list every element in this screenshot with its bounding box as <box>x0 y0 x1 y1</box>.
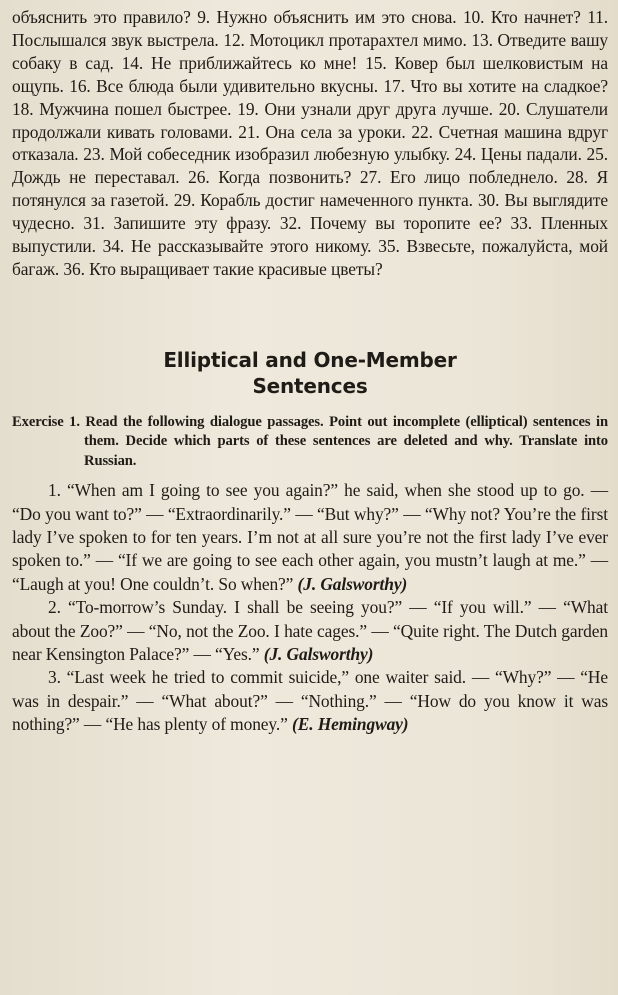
passage-author: (J. Galsworthy) <box>297 573 408 594</box>
passage-text: 1. “When am I going to see you again?” he said, when she stood up to go. — “Do you want to?” — “Extraordinarily.” — “But why?” — “Why not? You’re the first lady I’ve spoken to for ten years. I’m not at all sure you’re not the first lady I’ve ever spoken to.” — “If we are going to see each other again, you mustn’t laugh at me.” — “Laugh at you! One couldn’t. So when?” <box>12 480 608 594</box>
passage-author: (J. Galsworthy) <box>263 643 374 664</box>
dialogue-passage-2 <box>12 596 608 666</box>
dialogue-passage-1 <box>12 479 608 596</box>
russian-sentences-paragraph: объяснить это правило? 9. Нужно объяснить им это снова. 10. Кто начнет? 11. Послышался звук выстрела. 12. Мотоцикл протарахтел мимо. 13. Отведите вашу собаку в сад. 14. Не приближайтесь ко мне! 15. Ковер был шелковистым на ощупь. 16. Все блюда были удивительно вкусны. 17. Что вы хотите на сладкое? 18. Мужчина пошел быстрее. 19. Они узнали друг друга лучше. 20. Слушатели продолжали кивать головами. 21. Она села за уроки. 22. Счетная машина вдруг отказала. 23. Мой собеседник изобразил любезную улыбку. 24. Цены падали. 25. Дождь не переставал. 26. Когда позвонить? 27. Его лицо побледнело. 28. Я потянулся за газетой. 29. Корабль достиг намеченного пункта. 30. Вы выглядите чудесно. 31. Запишите эту фразу. 32. Почему вы торопите ее? 33. Пленных выпустили. 34. Не рассказывайте этого никому. 35. Взвесьте, пожалуйста, мой багаж. 36. Кто выращивает такие красивые цветы? <box>12 7 608 279</box>
passage-text: 3. “Last week he tried to commit suicide,” one waiter said. — “Why?” — “He was in despair.” — “What about?” — “Nothing.” — “How do you know it was nothing?” — “He has plenty of money.” <box>12 667 608 735</box>
passage-text: 2. “To-morrow’s Sunday. I shall be seeing you?” — “If you will.” — “What about the Zoo?” — “No, not the Zoo. I hate cages.” — “Quite right. The Dutch garden near Kensington Palace?” — “Yes.” <box>12 597 608 664</box>
section-title-line-2: Sentences <box>252 373 368 398</box>
section-heading <box>12 347 608 399</box>
exercise-instruction: Exercise 1. Read the following dialogue passages. Point out incomplete (elliptical) sentences in them. Decide which parts of these sentences are deleted and why. Translate into Russian. <box>12 413 608 469</box>
passage-author: (E. Hemingway) <box>292 714 409 735</box>
section-title-line-1: Elliptical and One-Member <box>163 347 457 372</box>
dialogue-passage-3 <box>12 666 608 736</box>
